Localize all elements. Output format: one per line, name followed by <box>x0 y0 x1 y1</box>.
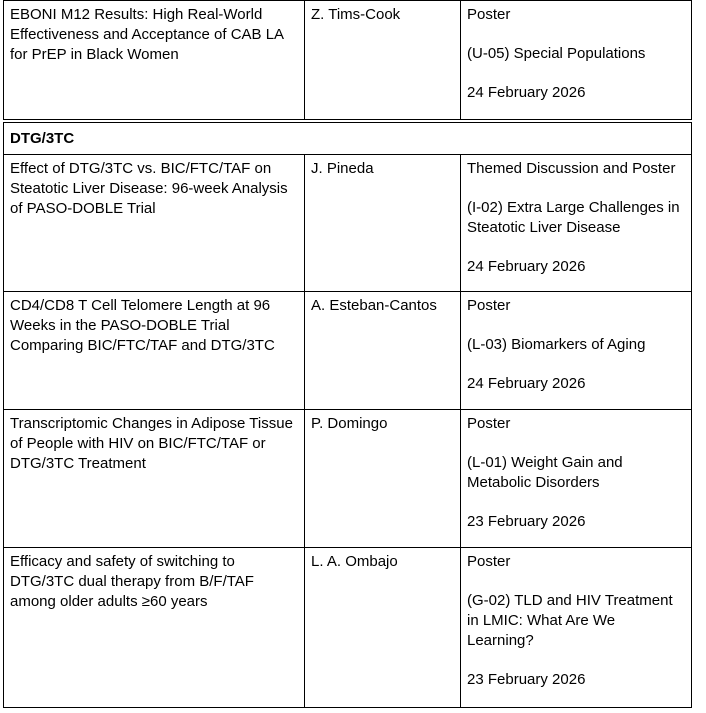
presentation-format: Themed Discussion and Poster <box>467 159 676 177</box>
presentation-format: Poster <box>467 552 511 570</box>
presentation-date: 24 February 2026 <box>467 84 586 101</box>
session-cell <box>461 154 692 291</box>
presenter-name: Z. Tims-Cook <box>311 6 401 23</box>
author-cell <box>305 154 461 291</box>
presenter-name: A. Esteban-Cantos <box>311 296 437 314</box>
presenter-name: J. Pineda <box>311 159 374 177</box>
abstract-title: CD4/CD8 T Cell Telomere Length at 96 Weeks in the PASO-DOBLE Trial Comparing BIC/FTC/TAF and DTG/3TC <box>10 296 275 354</box>
abstract-title: Transcriptomic Changes in Adipose Tissue of People with HIV on BIC/FTC/TAF or DTG/3TC Treatment <box>10 414 293 472</box>
presenter-name: P. Domingo <box>311 414 388 432</box>
table-row <box>4 1 692 121</box>
abstract-title: Efficacy and safety of switching to DTG/3TC dual therapy from B/F/TAF among older adults ≥60 years <box>10 552 254 610</box>
presentation-format: Poster <box>467 296 511 314</box>
session-name: (L-01) Weight Gain and Metabolic Disorders <box>467 453 623 491</box>
session-cell <box>461 1 692 121</box>
abstract-title: Effect of DTG/3TC vs. BIC/FTC/TAF on Steatotic Liver Disease: 96-week Analysis of PASO-DOBLE Trial <box>10 159 288 217</box>
session-name: (I-02) Extra Large Challenges in Steatotic Liver Disease <box>467 198 680 236</box>
section-header-row <box>4 121 692 155</box>
session-name: (U-05) Special Populations <box>467 45 646 62</box>
author-cell <box>305 547 461 707</box>
session-name: (G-02) TLD and HIV Treatment in LMIC: What Are We Learning? <box>467 591 673 649</box>
abstract-title-cell <box>4 154 305 291</box>
abstract-title-cell <box>4 409 305 547</box>
presentation-format: Poster <box>467 414 511 432</box>
author-cell <box>305 291 461 409</box>
author-cell <box>305 409 461 547</box>
table-row <box>4 547 692 707</box>
table-row <box>4 409 692 547</box>
session-name: (L-03) Biomarkers of Aging <box>467 335 646 353</box>
abstract-title: EBONI M12 Results: High Real-World Effectiveness and Acceptance of CAB LA for PrEP in Black Women <box>10 6 284 63</box>
section-heading: DTG/3TC <box>4 121 692 155</box>
presentation-date: 24 February 2026 <box>467 374 586 392</box>
session-cell <box>461 547 692 707</box>
author-cell <box>305 1 461 121</box>
abstract-title-cell <box>4 547 305 707</box>
presentation-date: 23 February 2026 <box>467 512 586 530</box>
abstract-title-cell <box>4 291 305 409</box>
abstracts-table <box>3 0 692 708</box>
abstract-title-cell <box>4 1 305 121</box>
presentation-format: Poster <box>467 6 511 23</box>
table-row <box>4 154 692 291</box>
presentation-date: 23 February 2026 <box>467 670 586 688</box>
presentation-date: 24 February 2026 <box>467 257 586 275</box>
session-cell <box>461 409 692 547</box>
session-cell <box>461 291 692 409</box>
table-row <box>4 291 692 409</box>
presenter-name: L. A. Ombajo <box>311 552 398 570</box>
